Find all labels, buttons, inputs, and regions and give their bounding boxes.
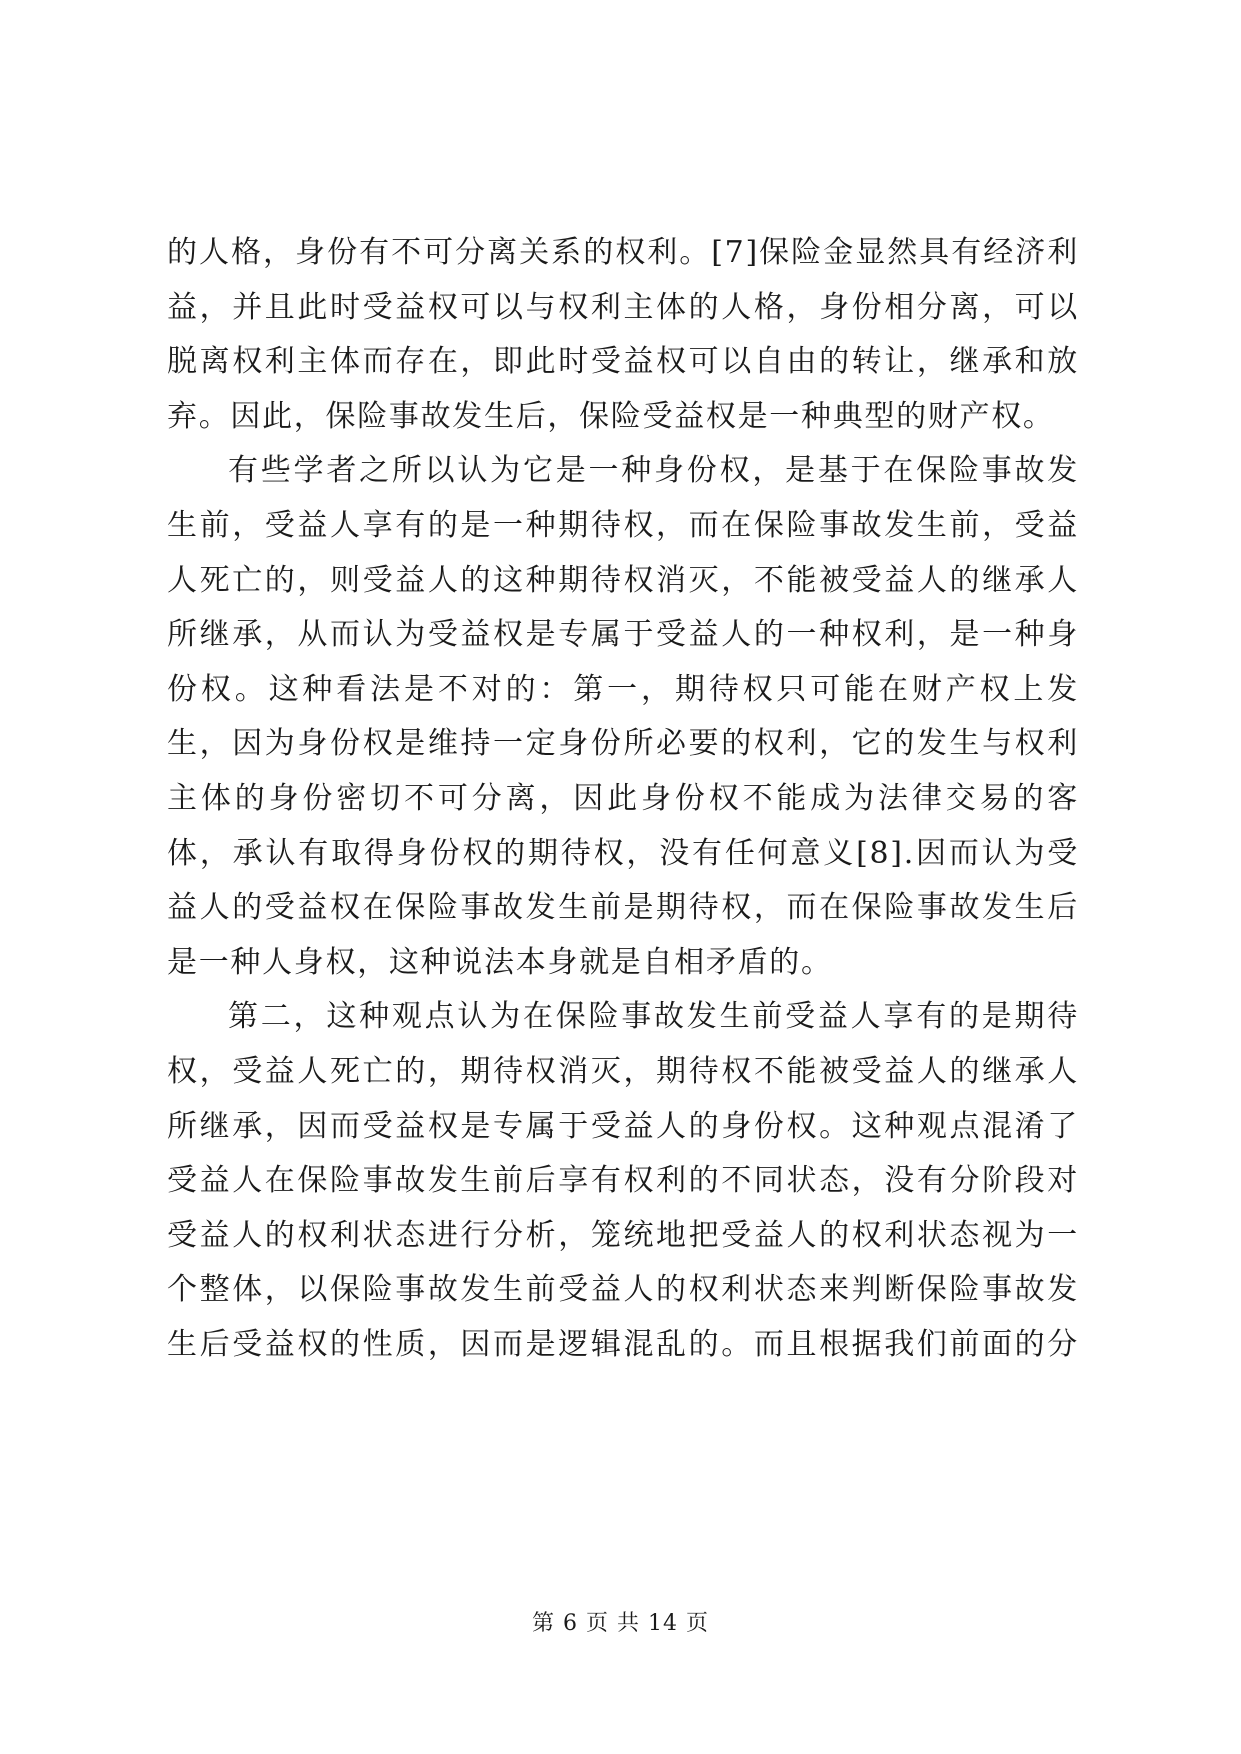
paragraph-1: 的人格，身份有不可分离关系的权利。[7]保险金显然具有经济利益，并且此时受益权可以与权利主体的人格，身份相分离，可以脱离权利主体而存在，即此时受益权可以自由的转让，继承和放弃。因此，保险事故发生后，保险受益权是一种典型的财产权。 [167, 235, 1079, 434]
document-body [167, 226, 1079, 1372]
paragraph-3: 第二，这种观点认为在保险事故发生前受益人享有的是期待权，受益人死亡的，期待权消灭，期待权不能被受益人的继承人所继承，因而受益权是专属于受益人的身份权。这种观点混淆了受益人在保险事故发生前后享有权利的不同状态，没有分阶段对受益人的权利状态进行分析，笼统地把受益人的权利状态视为一个整体，以保险事故发生前受益人的权利状态来判断保险事故发生后受益权的性质，因而是逻辑混乱的。而且根据我们前面的分 [167, 999, 1079, 1362]
paragraph-2: 有些学者之所以认为它是一种身份权，是基于在保险事故发生前，受益人享有的是一种期待权，而在保险事故发生前，受益人死亡的，则受益人的这种期待权消灭，不能被受益人的继承人所继承，从而认为受益权是专属于受益人的一种权利，是一种身份权。这种看法是不对的：第一，期待权只可能在财产权上发生，因为身份权是维持一定身份所必要的权利，它的发生与权利主体的身份密切不可分离，因此身份权不能成为法律交易的客体，承认有取得身份权的期待权，没有任何意义[8].因而认为受益人的受益权在保险事故发生前是期待权，而在保险事故发生后是一种人身权，这种说法本身就是自相矛盾的。 [167, 453, 1079, 980]
page-number-footer: 第 6 页 共 14 页 [532, 1611, 709, 1636]
